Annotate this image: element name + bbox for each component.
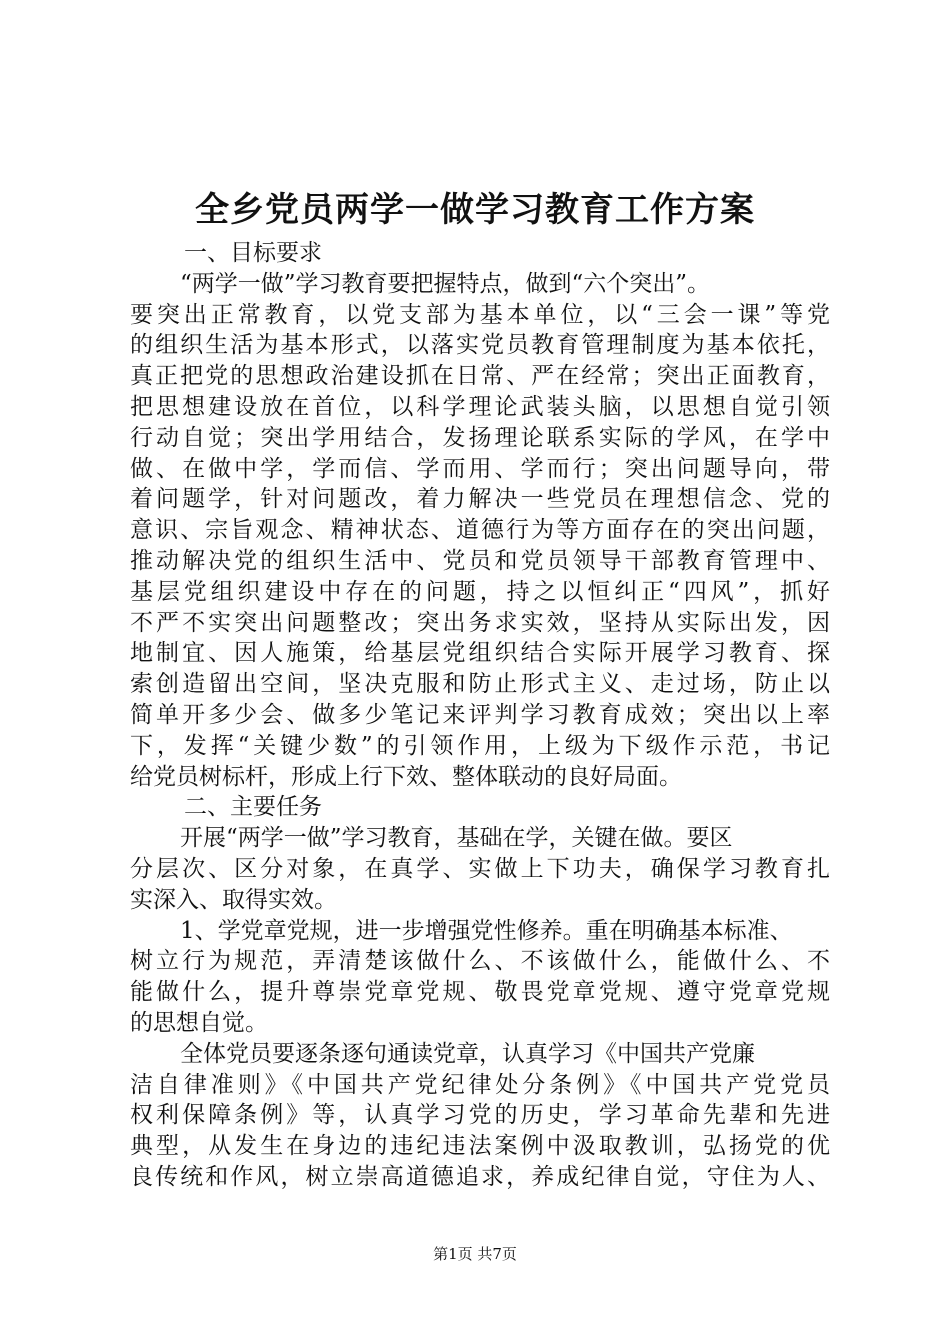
paragraph-line: “两学一做”学习教育要把握特点，做到“六个突出”。 bbox=[180, 270, 711, 297]
section-heading: 二、主要任务 bbox=[184, 794, 322, 821]
paragraph-line: 给党员树标杆，形成上行下效、整体联动的良好局面。 bbox=[130, 763, 682, 790]
paragraph-line: 的组织生活为基本形式，以落实党员教育管理制度为基本依托， bbox=[130, 332, 830, 359]
paragraph-line: 洁自律准则》《中国共产党纪律处分条例》《中国共产党党员 bbox=[130, 1071, 830, 1098]
paragraph-line: 的思想自觉。 bbox=[130, 1009, 268, 1036]
paragraph-line: 能做什么，提升尊崇党章党规、敬畏党章党规、遵守党章党规 bbox=[130, 979, 830, 1006]
paragraph-line: 推动解决党的组织生活中、党员和党员领导干部教育管理中、 bbox=[130, 547, 830, 574]
document-title: 全乡党员两学一做学习教育工作方案 bbox=[195, 190, 755, 230]
section-heading: 一、目标要求 bbox=[184, 240, 322, 266]
paragraph-line: 基层党组织建设中存在的问题，持之以恒纠正“四风”，抓好 bbox=[130, 578, 830, 605]
paragraph-line: 1、学党章党规，进一步增强党性修养。重在明确基本标准、 bbox=[180, 917, 793, 944]
paragraph-line: 地制宜、因人施策，给基层党组织结合实际开展学习教育、探 bbox=[130, 640, 830, 667]
paragraph-line: 权利保障条例》等，认真学习党的历史，学习革命先辈和先进 bbox=[130, 1102, 830, 1129]
paragraph-line: 不严不实突出问题整改；突出务求实效，坚持从实际出发，因 bbox=[130, 609, 830, 636]
paragraph-line: 良传统和作风，树立崇高道德追求，养成纪律自觉，守住为人、 bbox=[130, 1163, 830, 1190]
paragraph-line: 分层次、区分对象，在真学、实做上下功夫，确保学习教育扎 bbox=[130, 855, 830, 882]
paragraph-line: 开展“两学一做”学习教育，基础在学，关键在做。要区 bbox=[180, 825, 733, 852]
paragraph-line: 做、在做中学，学而信、学而用、学而行；突出问题导向，带 bbox=[130, 455, 830, 482]
paragraph-line: 意识、宗旨观念、精神状态、道德行为等方面存在的突出问题， bbox=[130, 517, 830, 544]
paragraph-line: 下，发挥“关键少数”的引领作用，上级为下级作示范，书记 bbox=[130, 732, 830, 759]
paragraph-line: 真正把党的思想政治建设抓在日常、严在经常；突出正面教育， bbox=[130, 363, 830, 390]
paragraph-line: 树立行为规范，弄清楚该做什么、不该做什么，能做什么、不 bbox=[130, 948, 830, 975]
paragraph-line: 把思想建设放在首位，以科学理论武装头脑，以思想自觉引领 bbox=[130, 393, 830, 420]
paragraph-line: 实深入、取得实效。 bbox=[130, 886, 337, 913]
paragraph-line: 索创造留出空间，坚决克服和防止形式主义、走过场，防止以 bbox=[130, 671, 830, 698]
page-number-footer: 第1页 共7页 bbox=[433, 1245, 517, 1263]
paragraph-line: 全体党员要逐条逐句通读党章，认真学习《中国共产党廉 bbox=[180, 1040, 755, 1067]
paragraph-line: 着问题学，针对问题改，着力解决一些党员在理想信念、党的 bbox=[130, 486, 830, 513]
paragraph-line: 简单开多少会、做多少笔记来评判学习教育成效；突出以上率 bbox=[130, 701, 830, 728]
paragraph-line: 典型，从发生在身边的违纪违法案例中汲取教训，弘扬党的优 bbox=[130, 1133, 830, 1160]
paragraph-line: 要突出正常教育，以党支部为基本单位，以“三会一课”等党 bbox=[130, 301, 830, 328]
document-body bbox=[130, 238, 830, 1193]
paragraph-line: 行动自觉；突出学用结合，发扬理论联系实际的学风，在学中 bbox=[130, 424, 830, 451]
